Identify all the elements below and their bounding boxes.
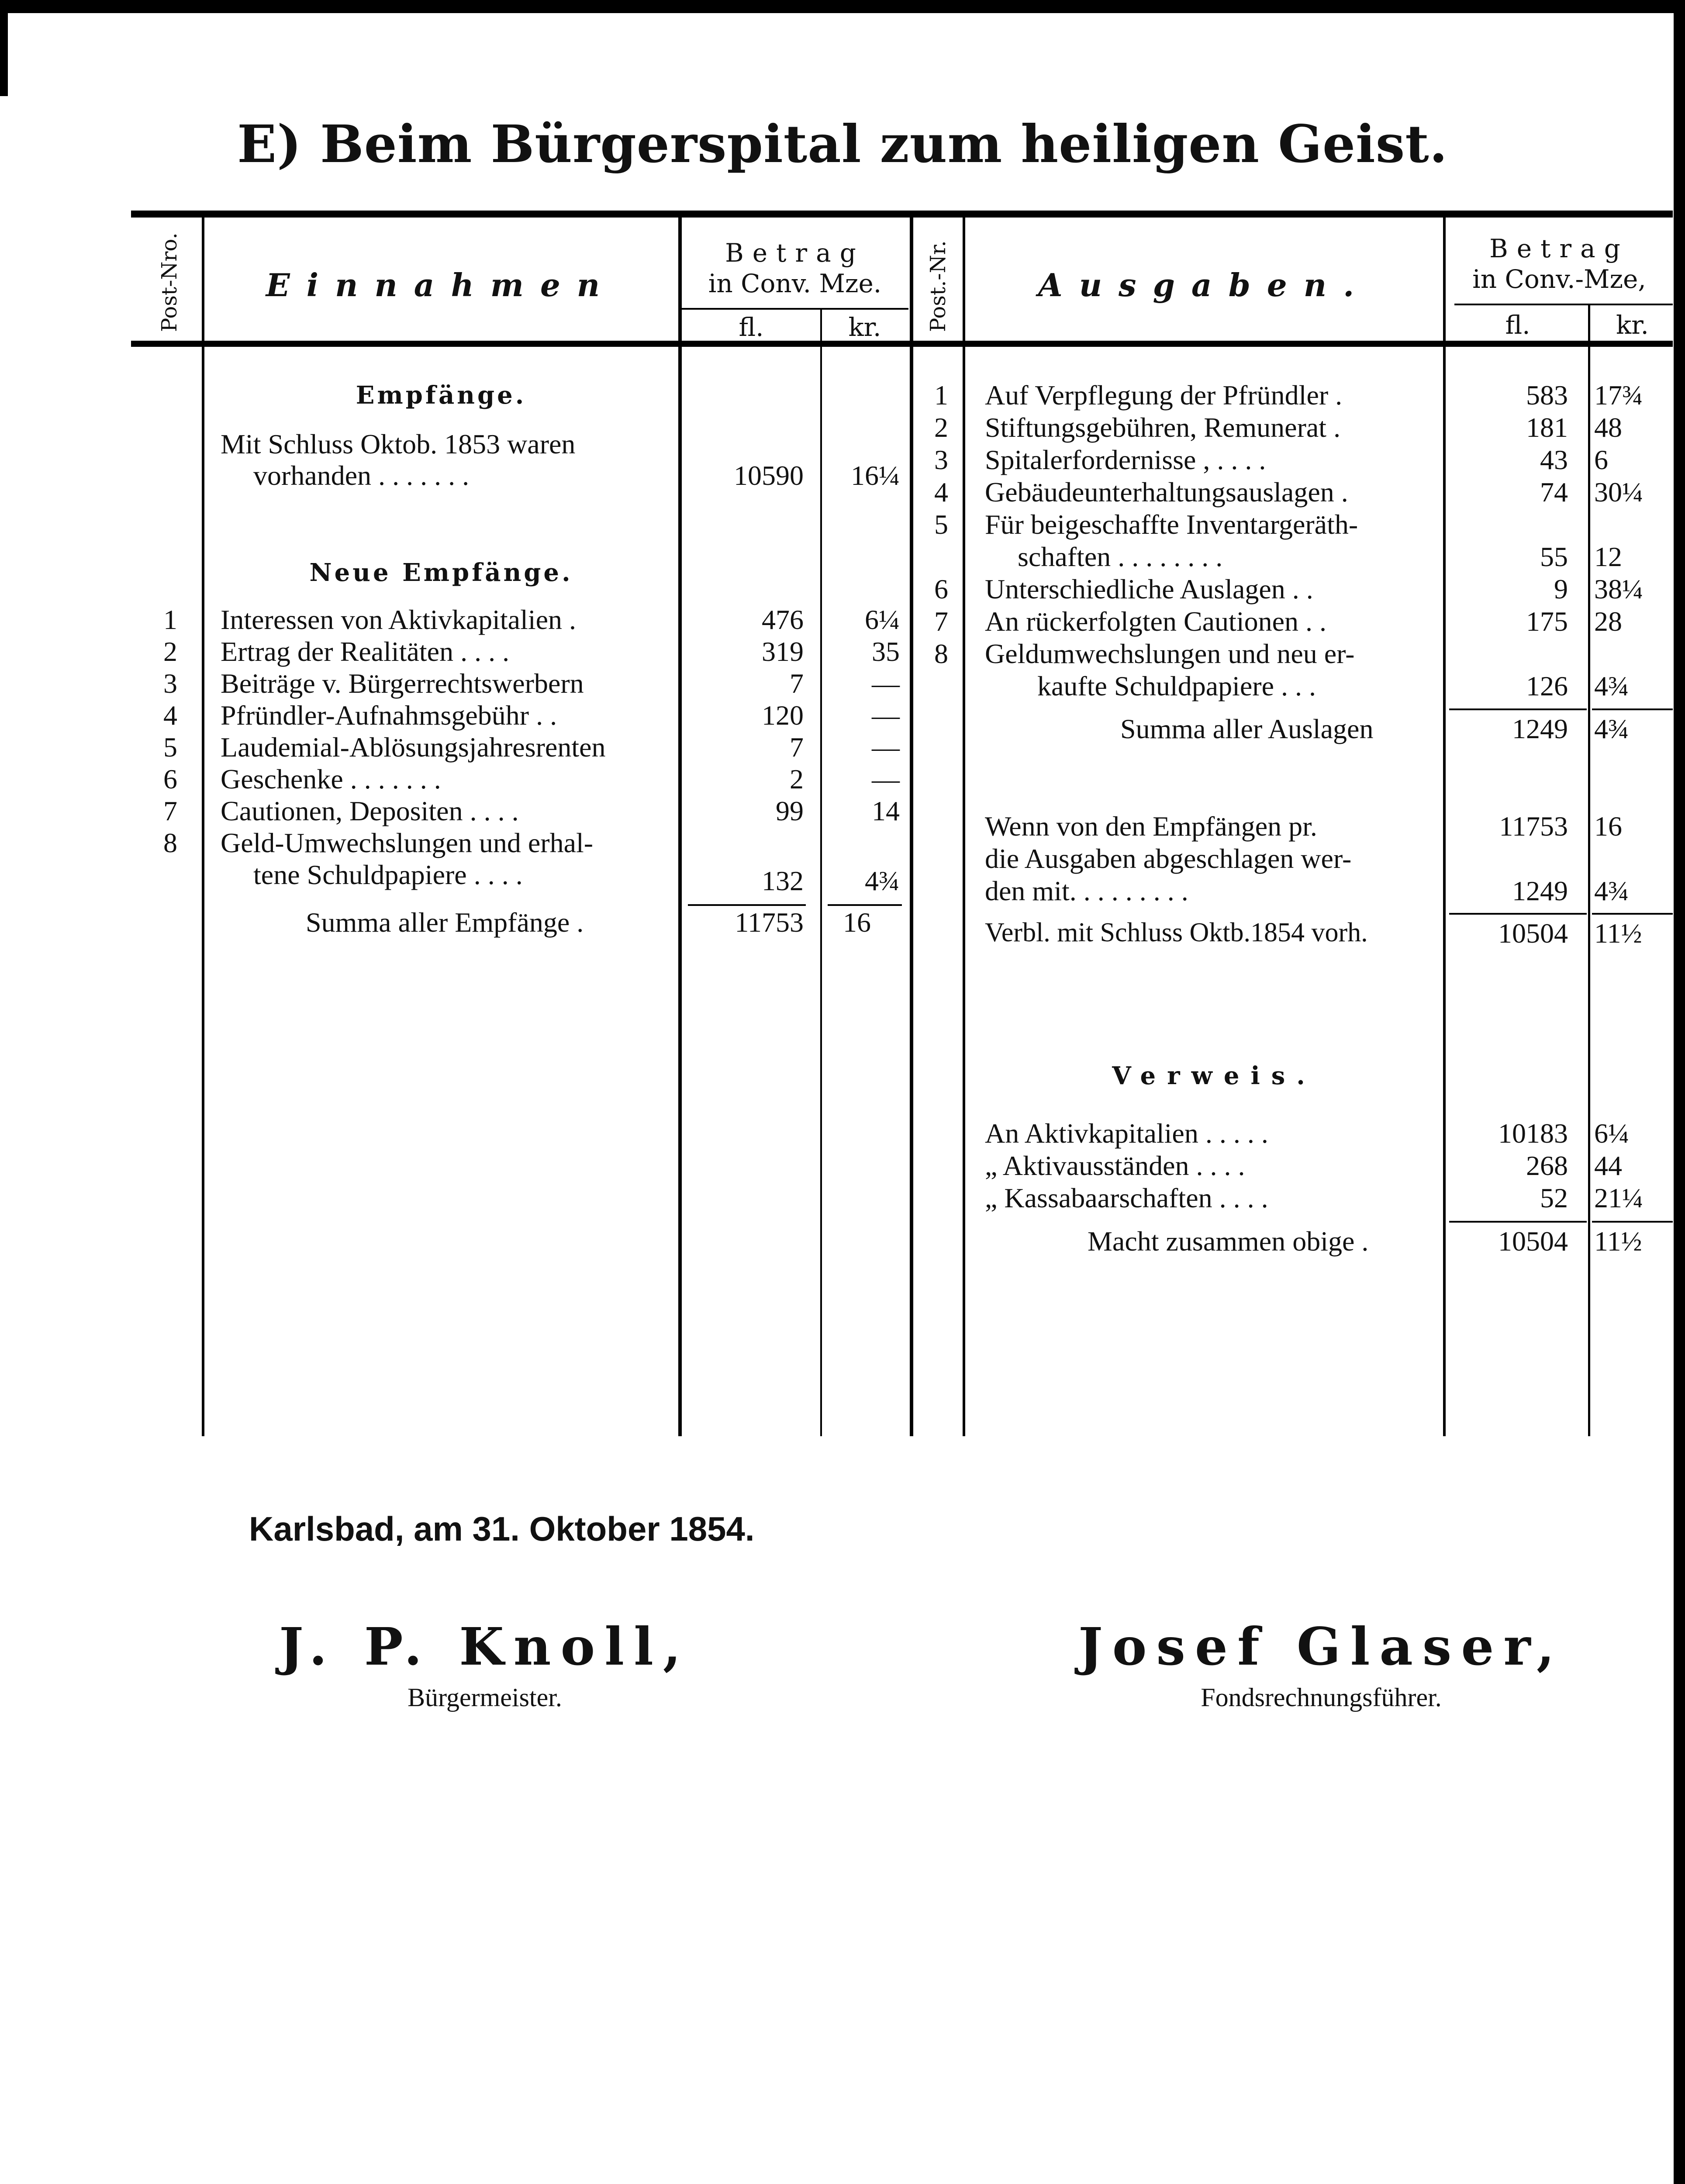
row-nr: 1 <box>934 380 948 411</box>
sum-rule-kr-right <box>1592 708 1673 710</box>
row-fl: 2 <box>790 764 804 795</box>
row-nr: 2 <box>934 412 948 443</box>
section-verweis: Verweis. <box>1112 1061 1316 1090</box>
row-text: Beiträge v. Bürgerrechtswerbern <box>221 668 584 699</box>
sum-empfaenge-kr: 16 <box>843 907 871 938</box>
row-text: Unterschiedliche Auslagen . . <box>985 574 1313 605</box>
place-date: Karlsbad, am 31. Oktober 1854. <box>249 1510 755 1548</box>
col-rule-post-left <box>202 218 204 1436</box>
row-fl: 120 <box>762 700 804 731</box>
remaining-rule-fl <box>1449 913 1587 915</box>
row-fl: 181 <box>1526 412 1568 443</box>
col-rule-ausgaben <box>963 218 965 1436</box>
row-text: „ Aktivausständen . . . . <box>985 1150 1245 1181</box>
opening-line-2: vorhanden . . . . . . . <box>253 460 470 491</box>
remaining-rule-kr <box>1592 913 1673 915</box>
verweis-rule-kr <box>1592 1221 1673 1223</box>
row-text: Ertrag der Realitäten . . . . <box>221 636 510 667</box>
row-fl: 126 <box>1526 670 1568 702</box>
section-neue-empfaenge: Neue Empfänge. <box>309 558 573 587</box>
scan-border-left <box>0 0 8 96</box>
balance-line-1-kr: 16 <box>1594 811 1622 842</box>
row-nr: 5 <box>934 509 948 540</box>
sum-empfaenge-fl: 11753 <box>735 907 804 938</box>
row-kr: — <box>872 700 900 731</box>
row-kr: — <box>872 764 900 795</box>
row-kr: 17¾ <box>1594 380 1643 411</box>
row-kr: 6¼ <box>1594 1118 1629 1149</box>
row-kr: 14 <box>872 795 900 826</box>
row-text: Interessen von Aktivkapitalien . <box>221 604 577 635</box>
signature-1-role: Bürgermeister. <box>407 1683 562 1712</box>
opening-fl: 10590 <box>734 460 804 491</box>
row-fl: 9 <box>1554 574 1568 605</box>
row-kr: 38¼ <box>1594 574 1643 605</box>
row-fl: 7 <box>790 668 804 699</box>
balance-line-1-fl: 11753 <box>1499 811 1568 842</box>
row-text: Spitalerfordernisse , . . . . <box>985 444 1266 475</box>
header-fl-left: fl. <box>739 312 764 342</box>
row-kr: — <box>872 668 900 699</box>
remaining-fl: 10504 <box>1498 918 1568 949</box>
row-text: Auf Verpflegung der Pfründler . <box>985 380 1343 411</box>
row-fl: 55 <box>1540 541 1568 572</box>
row-kr: 4¾ <box>865 865 900 896</box>
row-fl: 7 <box>790 732 804 763</box>
row-nr: 3 <box>934 444 948 475</box>
row-fl: 10183 <box>1498 1118 1568 1149</box>
betrag-right-subrule <box>1454 304 1673 305</box>
signature-2-role: Fondsrechnungsführer. <box>1201 1683 1442 1712</box>
row-fl: 132 <box>762 865 804 896</box>
row-fl: 268 <box>1526 1150 1568 1181</box>
balance-line-3-kr: 4¾ <box>1594 875 1629 906</box>
sum-auslagen-fl: 1249 <box>1512 713 1568 744</box>
row-fl: 319 <box>762 636 804 667</box>
row-nr: 1 <box>163 604 177 635</box>
header-kr-right: kr. <box>1616 310 1649 340</box>
row-nr: 6 <box>163 764 177 795</box>
row-nr: 8 <box>163 827 177 858</box>
remaining-label: Verbl. mit Schluss Oktb.1854 vorh. <box>985 918 1368 947</box>
verweis-sum-label: Macht zusammen obige . <box>1088 1226 1369 1257</box>
row-fl: 52 <box>1540 1182 1568 1213</box>
row-fl: 175 <box>1526 606 1568 637</box>
page-title: E) Beim Bürgerspital zum heiligen Geist. <box>237 114 1448 174</box>
row-nr: 7 <box>934 606 948 637</box>
row-kr: 30¼ <box>1594 477 1643 508</box>
row-fl: 43 <box>1540 444 1568 475</box>
row-text: Gebäudeunterhaltungsauslagen . <box>985 477 1348 508</box>
signature-2-name: Josef Glaser, <box>1078 1616 1564 1677</box>
header-kr-left: kr. <box>848 312 881 342</box>
balance-line-2: die Ausgaben abgeschlagen wer- <box>985 843 1352 874</box>
row-kr: 6 <box>1594 444 1608 475</box>
row-nr: 7 <box>163 795 177 826</box>
row-kr: 35 <box>872 636 900 667</box>
verweis-sum-kr: 11½ <box>1594 1226 1642 1257</box>
row-text: Geldumwechslungen und neu er- <box>985 638 1355 669</box>
row-text: tene Schuldpapiere . . . . <box>253 859 523 890</box>
row-kr: 28 <box>1594 606 1622 637</box>
row-text: Geschenke . . . . . . . <box>221 764 441 795</box>
row-kr: — <box>872 732 900 763</box>
row-kr: 48 <box>1594 412 1622 443</box>
verweis-rule-fl <box>1449 1221 1587 1223</box>
row-text: schaften . . . . . . . . <box>1018 541 1223 572</box>
balance-line-1: Wenn von den Empfängen pr. <box>985 811 1317 842</box>
remaining-kr: 11½ <box>1594 918 1642 949</box>
row-nr: 4 <box>163 700 177 731</box>
table-top-rule <box>131 211 1673 218</box>
opening-line-1: Mit Schluss Oktob. 1853 waren <box>221 429 576 460</box>
header-conv-right: in Conv.-Mze, <box>1472 264 1646 294</box>
section-empfaenge: Empfänge. <box>356 381 527 410</box>
row-fl: 99 <box>776 795 804 826</box>
balance-line-3-fl: 1249 <box>1512 875 1568 906</box>
header-einnahmen: Einnahmen <box>266 266 617 304</box>
header-post-nr: Post.-Nr. <box>926 240 950 332</box>
signature-1-name: J. P. Knoll, <box>279 1616 691 1677</box>
row-text: kaufte Schuldpapiere . . . <box>1037 670 1316 702</box>
row-nr: 3 <box>163 668 177 699</box>
row-text: Für beigeschaffte Inventargeräth- <box>985 509 1358 540</box>
row-nr: 2 <box>163 636 177 667</box>
row-fl: 583 <box>1526 380 1568 411</box>
row-text: „ Kassabaarschaften . . . . <box>985 1182 1268 1213</box>
row-text: Cautionen, Depositen . . . . <box>221 795 519 826</box>
row-nr: 5 <box>163 732 177 763</box>
col-rule-fl-kr-right <box>1588 304 1590 1436</box>
row-fl: 476 <box>762 604 804 635</box>
row-kr: 4¾ <box>1594 670 1629 702</box>
sum-auslagen-label: Summa aller Auslagen <box>1120 713 1374 744</box>
sum-rule-fl-right <box>1449 708 1587 710</box>
scan-border-top <box>0 0 1685 13</box>
col-rule-betrag-left <box>678 218 682 1436</box>
row-kr: 44 <box>1594 1150 1622 1181</box>
row-text: Pfründler-Aufnahmsgebühr . . <box>221 700 557 731</box>
header-conv-left: in Conv. Mze. <box>708 269 882 298</box>
row-nr: 4 <box>934 477 948 508</box>
opening-kr: 16¼ <box>851 460 900 491</box>
header-betrag-right: Betrag <box>1489 234 1629 263</box>
row-text: An rückerfolgten Cautionen . . <box>985 606 1326 637</box>
row-text: An Aktivkapitalien . . . . . <box>985 1118 1268 1149</box>
row-text: Laudemial-Ablösungsjahresrenten <box>221 732 606 763</box>
scan-border-right <box>1674 0 1685 2184</box>
header-betrag-left: Betrag <box>725 238 865 268</box>
sum-empfaenge-label: Summa aller Empfänge . <box>306 907 584 938</box>
header-fl-right: fl. <box>1505 310 1530 340</box>
row-nr: 6 <box>934 574 948 605</box>
sum-rule-fl-left <box>688 904 806 906</box>
row-kr: 6¼ <box>865 604 900 635</box>
row-fl: 74 <box>1540 477 1568 508</box>
verweis-sum-fl: 10504 <box>1498 1226 1568 1257</box>
sum-auslagen-kr: 4¾ <box>1594 713 1629 744</box>
row-kr: 21¼ <box>1594 1182 1643 1213</box>
balance-line-3: den mit. . . . . . . . . <box>985 875 1188 906</box>
row-nr: 8 <box>934 638 948 669</box>
row-text: Geld-Umwechslungen und erhal- <box>221 827 594 858</box>
header-ausgaben: Ausgaben. <box>1038 266 1371 304</box>
row-kr: 12 <box>1594 541 1622 572</box>
col-rule-post-right <box>910 218 913 1436</box>
row-text: Stiftungsgebühren, Remunerat . <box>985 412 1341 443</box>
col-rule-betrag-right <box>1443 218 1446 1436</box>
betrag-left-subrule <box>681 308 908 310</box>
col-rule-fl-kr-left <box>820 308 822 1436</box>
sum-rule-kr-left <box>828 904 902 906</box>
header-post-nro: Post-Nro. <box>157 232 182 332</box>
